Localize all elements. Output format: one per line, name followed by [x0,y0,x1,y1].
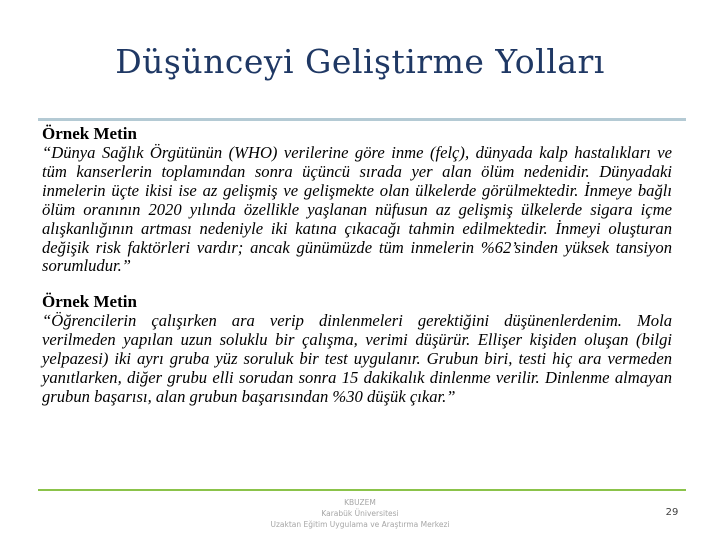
footer-line-3: Uzaktan Eğitim Uygulama ve Araştırma Merkezi [270,520,450,529]
slide-title: Düşünceyi Geliştirme Yolları [115,42,605,81]
slide-content [42,124,672,423]
example-text-2: “Öğrencilerin çalışırken ara verip dinlenmeleri gerektiğini düşünenlerdenim. Mola verilmeden yapılan uzun soluklu bir çalışma, verimi düşürür. Ellişer kişiden oluşan (bilgi yelpazesi) iki ayrı gruba yüz soruluk bir test uygulanır. Grubun biri, testi hiç ara vermeden yanıtlarken, diğer grubu elli sorudan sonra 15 dakikalık dinlenme verilir. Dinlenme almayan grubun başarısı, alan grubun başarısından %30 düşük çıkar.” [42,311,672,406]
title-divider [38,118,686,121]
footer-institution [0,497,720,530]
example-heading-2: Örnek Metin [42,292,137,312]
footer-line-1: KBUZEM [344,498,376,507]
example-heading-1: Örnek Metin [42,124,137,143]
footer-line-2: Karabük Üniversitesi [321,509,399,518]
example-text-block-1 [42,124,672,276]
example-text-block-2 [42,292,672,407]
footer-divider [38,489,686,491]
example-text-1: “Dünya Sağlık Örgütünün (WHO) verilerine göre inme (felç), dünyada kalp hastalıkları ve tüm kanserlerin toplamından sonra üçüncü sırada yer alan ölüm nedenidir. Dünyadaki inmelerin üçte ikisi ise az gelişmiş ve gelişmekte olan ülkelerde görülmektedir. İnmeye bağlı ölüm oranının 2020 yılında özellikle yaşlanan nüfusun az gelişmiş ülkelerde sigara içme alışkanlığının artması nedeniyle iki katına çıkacağı tahmin edilmektedir. İnmeyi oluşturan değişik risk faktörleri vardır; ancak günümüzde tüm inmelerin %62’sinden yüksek tansiyon sorumludur.” [42,143,672,276]
page-number: 29 [665,507,679,518]
